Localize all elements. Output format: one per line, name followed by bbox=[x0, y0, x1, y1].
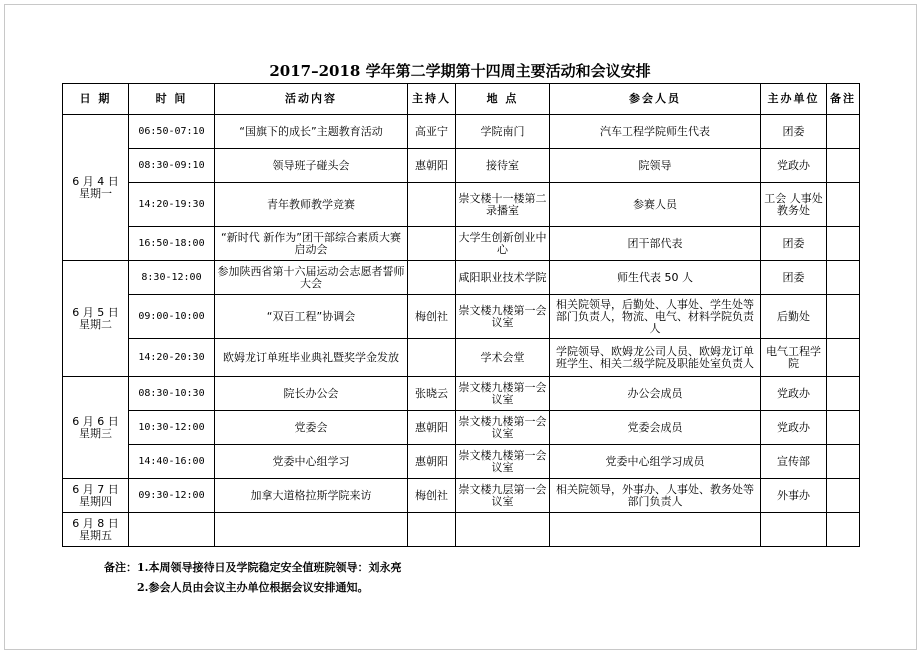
cell-note bbox=[827, 513, 860, 547]
cell-attendees: 党委中心组学习成员 bbox=[550, 445, 761, 479]
header-place: 地 点 bbox=[456, 84, 550, 115]
weekday-label: 星期四 bbox=[79, 494, 112, 508]
cell-attendees: 汽车工程学院师生代表 bbox=[550, 115, 761, 149]
cell-organizer: 党政办 bbox=[761, 377, 827, 411]
cell-activity: 院长办公会 bbox=[215, 377, 408, 411]
cell-host: 张晓云 bbox=[408, 377, 456, 411]
table-row bbox=[63, 227, 860, 261]
cell-host: 梅创社 bbox=[408, 295, 456, 339]
table-row bbox=[63, 115, 860, 149]
cell-time: 14:20-19:30 bbox=[129, 183, 215, 227]
date-label: 6 月 4 日 bbox=[72, 174, 119, 188]
cell-time: 08:30-09:10 bbox=[129, 149, 215, 183]
table-row bbox=[63, 183, 860, 227]
header-activity: 活动内容 bbox=[215, 84, 408, 115]
table-row bbox=[63, 261, 860, 295]
footnotes bbox=[104, 558, 401, 598]
cell-organizer: 党政办 bbox=[761, 411, 827, 445]
cell-time: 06:50-07:10 bbox=[129, 115, 215, 149]
cell-activity: 加拿大道格拉斯学院来访 bbox=[215, 479, 408, 513]
cell-organizer: 宣传部 bbox=[761, 445, 827, 479]
cell-time: 10:30-12:00 bbox=[129, 411, 215, 445]
cell-place: 学术会堂 bbox=[456, 339, 550, 377]
cell-attendees: 相关院领导，后勤处、人事处、学生处等部门负责人，物流、电气、材料学院负责人 bbox=[550, 295, 761, 339]
cell-host bbox=[408, 261, 456, 295]
cell-organizer: 后勤处 bbox=[761, 295, 827, 339]
cell-time: 16:50-18:00 bbox=[129, 227, 215, 261]
cell-activity bbox=[215, 513, 408, 547]
header-note: 备注 bbox=[827, 84, 860, 115]
cell-activity: 党委中心组学习 bbox=[215, 445, 408, 479]
weekday-label: 星期一 bbox=[79, 186, 112, 200]
cell-place: 学院南门 bbox=[456, 115, 550, 149]
cell-note bbox=[827, 115, 860, 149]
cell-host: 梅创社 bbox=[408, 479, 456, 513]
cell-host bbox=[408, 227, 456, 261]
cell-attendees: 师生代表 50 人 bbox=[550, 261, 761, 295]
cell-host bbox=[408, 183, 456, 227]
cell-date bbox=[63, 377, 129, 479]
cell-host: 惠朝阳 bbox=[408, 411, 456, 445]
table-row bbox=[63, 411, 860, 445]
cell-time: 09:30-12:00 bbox=[129, 479, 215, 513]
cell-note bbox=[827, 377, 860, 411]
cell-place: 崇文楼九楼第一会议室 bbox=[456, 295, 550, 339]
cell-place: 崇文楼九楼第一会议室 bbox=[456, 377, 550, 411]
cell-place: 崇文楼九层第一会议室 bbox=[456, 479, 550, 513]
header-attendees: 参会人员 bbox=[550, 84, 761, 115]
cell-attendees: 院领导 bbox=[550, 149, 761, 183]
cell-organizer: 电气工程学院 bbox=[761, 339, 827, 377]
cell-place: 咸阳职业技术学院 bbox=[456, 261, 550, 295]
cell-host bbox=[408, 513, 456, 547]
cell-organizer bbox=[761, 513, 827, 547]
cell-attendees bbox=[550, 513, 761, 547]
date-label: 6 月 7 日 bbox=[72, 482, 119, 496]
cell-note bbox=[827, 411, 860, 445]
cell-activity: “双百工程”协调会 bbox=[215, 295, 408, 339]
cell-place: 崇文楼九楼第一会议室 bbox=[456, 445, 550, 479]
cell-time: 08:30-10:30 bbox=[129, 377, 215, 411]
date-label: 6 月 5 日 bbox=[72, 305, 119, 319]
cell-organizer: 团委 bbox=[761, 227, 827, 261]
weekday-label: 星期二 bbox=[79, 317, 112, 331]
cell-activity: 参加陕西省第十六届运动会志愿者誓师大会 bbox=[215, 261, 408, 295]
cell-date bbox=[63, 115, 129, 261]
page-title: 2017–2018 学年第二学期第十四周主要活动和会议安排 bbox=[269, 62, 651, 80]
cell-date bbox=[63, 513, 129, 547]
footnote-line-2: 2.参会人员由会议主办单位根据会议安排通知。 bbox=[137, 581, 369, 594]
cell-activity: 党委会 bbox=[215, 411, 408, 445]
schedule-body bbox=[63, 115, 860, 547]
cell-attendees: 相关院领导，外事办、人事处、教务处等部门负责人 bbox=[550, 479, 761, 513]
cell-activity: “新时代 新作为”团干部综合素质大赛启动会 bbox=[215, 227, 408, 261]
cell-time: 14:40-16:00 bbox=[129, 445, 215, 479]
cell-attendees: 办公会成员 bbox=[550, 377, 761, 411]
cell-organizer: 团委 bbox=[761, 115, 827, 149]
cell-note bbox=[827, 295, 860, 339]
cell-organizer: 工会 人事处 教务处 bbox=[761, 183, 827, 227]
header-row bbox=[63, 84, 860, 115]
cell-date bbox=[63, 261, 129, 377]
table-row bbox=[63, 377, 860, 411]
table-row bbox=[63, 513, 860, 547]
cell-activity: 青年教师教学竞赛 bbox=[215, 183, 408, 227]
table-row bbox=[63, 479, 860, 513]
weekday-label: 星期三 bbox=[79, 426, 112, 440]
cell-attendees: 党委会成员 bbox=[550, 411, 761, 445]
header-time: 时 间 bbox=[129, 84, 215, 115]
cell-attendees: 学院领导、欧姆龙公司人员、欧姆龙订单班学生、相关二级学院及职能处室负责人 bbox=[550, 339, 761, 377]
header-host: 主持人 bbox=[408, 84, 456, 115]
table-row bbox=[63, 149, 860, 183]
cell-time bbox=[129, 513, 215, 547]
cell-host: 高亚宁 bbox=[408, 115, 456, 149]
cell-time: 09:00-10:00 bbox=[129, 295, 215, 339]
footnote-line-1: 备注：1.本周领导接待日及学院稳定安全值班院领导：刘永亮 bbox=[104, 561, 402, 574]
cell-time: 8:30-12:00 bbox=[129, 261, 215, 295]
cell-organizer: 团委 bbox=[761, 261, 827, 295]
cell-organizer: 党政办 bbox=[761, 149, 827, 183]
cell-host: 惠朝阳 bbox=[408, 445, 456, 479]
weekday-label: 星期五 bbox=[79, 528, 112, 542]
table-row bbox=[63, 445, 860, 479]
cell-activity: 领导班子碰头会 bbox=[215, 149, 408, 183]
date-label: 6 月 8 日 bbox=[72, 516, 119, 530]
cell-note bbox=[827, 261, 860, 295]
cell-place: 崇文楼九楼第一会议室 bbox=[456, 411, 550, 445]
table-row bbox=[63, 295, 860, 339]
cell-activity: 欧姆龙订单班毕业典礼暨奖学金发放 bbox=[215, 339, 408, 377]
cell-place: 崇文楼十一楼第二录播室 bbox=[456, 183, 550, 227]
cell-note bbox=[827, 339, 860, 377]
cell-place bbox=[456, 513, 550, 547]
date-label: 6 月 6 日 bbox=[72, 414, 119, 428]
cell-host: 惠朝阳 bbox=[408, 149, 456, 183]
header-organizer: 主办单位 bbox=[761, 84, 827, 115]
cell-place: 接待室 bbox=[456, 149, 550, 183]
cell-time: 14:20-20:30 bbox=[129, 339, 215, 377]
cell-date bbox=[63, 479, 129, 513]
header-date: 日 期 bbox=[63, 84, 129, 115]
cell-note bbox=[827, 445, 860, 479]
cell-host bbox=[408, 339, 456, 377]
cell-note bbox=[827, 183, 860, 227]
cell-note bbox=[827, 227, 860, 261]
cell-note bbox=[827, 479, 860, 513]
cell-activity: “国旗下的成长”主题教育活动 bbox=[215, 115, 408, 149]
cell-organizer: 外事办 bbox=[761, 479, 827, 513]
schedule-table bbox=[62, 83, 860, 547]
cell-place: 大学生创新创业中心 bbox=[456, 227, 550, 261]
cell-note bbox=[827, 149, 860, 183]
cell-attendees: 参赛人员 bbox=[550, 183, 761, 227]
cell-attendees: 团干部代表 bbox=[550, 227, 761, 261]
table-row bbox=[63, 339, 860, 377]
